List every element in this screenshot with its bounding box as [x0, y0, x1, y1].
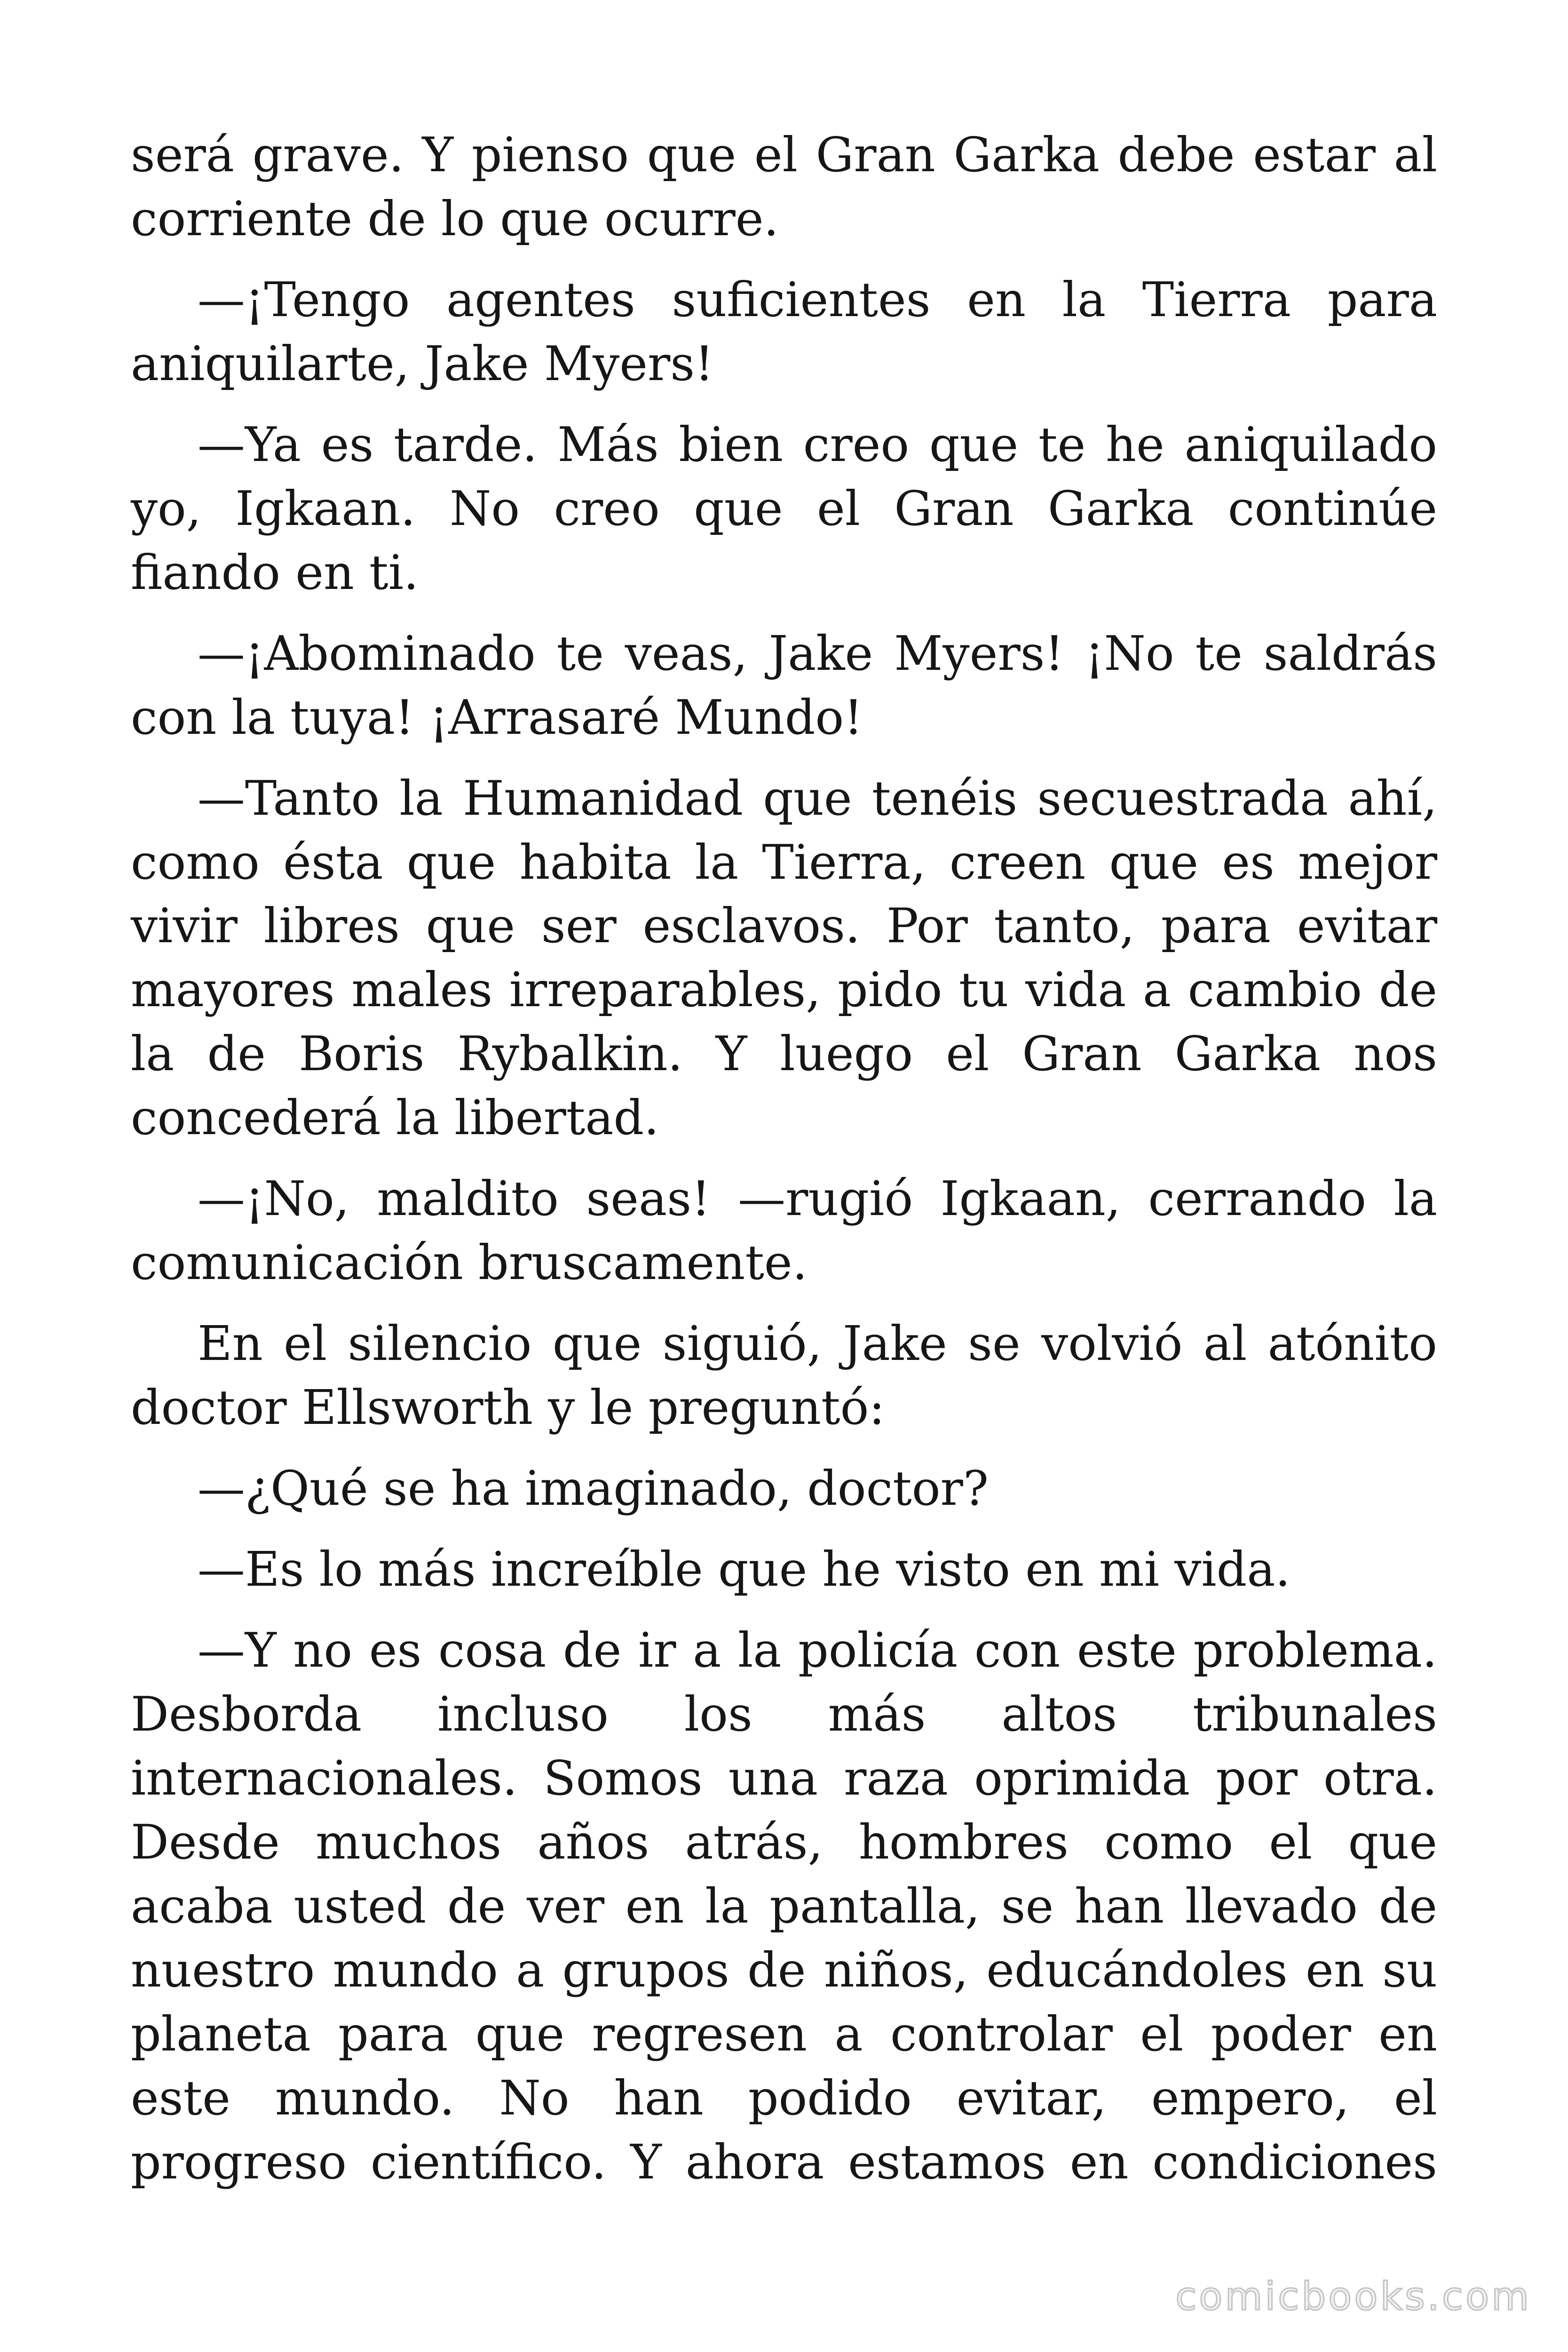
- paragraph-continued: será grave. Y pienso que el Gran Garka debe estar al corriente de lo que ocurre.: [131, 127, 1437, 246]
- paragraph: En el silencio que siguió, Jake se volvió al atónito doctor Ellsworth y le preguntó:: [131, 1316, 1437, 1436]
- paragraph: —¿Qué se ha imaginado, doctor?: [198, 1461, 989, 1517]
- paragraph-last: —Y no es cosa de ir a la policía con este problema. Desborda incluso los más altos tribunales internacionales. Somos una raza oprimida por otra. Desde muchos años atrás, hombres como el que acaba usted de ver en la pantalla, se han llevado de nuestro mundo a grupos de niños, educándoles en su planeta para que regresen a controlar el poder en este mundo. No han podido evitar, empero, el progreso científico. Y ahora estamos en condiciones: [131, 1622, 1437, 2190]
- watermark-text: comicbooks.com: [1175, 2274, 1531, 2319]
- paragraph: —¡Abominado te veas, Jake Myers! ¡No te saldrás con la tuya! ¡Arrasaré Mundo!: [131, 625, 1437, 745]
- paragraph: —Es lo más increíble que he visto en mi vida.: [198, 1542, 1291, 1597]
- paragraph: —Tanto la Humanidad que tenéis secuestrada ahí, como ésta que habita la Tierra, creen que es mejor vivir libres que ser esclavos. Por tanto, para evitar mayores males irreparables, pido tu vida a cambio de la de Boris Rybalkin. Y luego el Gran Garka nos concederá la libertad.: [131, 770, 1437, 1146]
- paragraph: —¡Tengo agentes suficientes en la Tierra para aniquilarte, Jake Myers!: [131, 271, 1437, 391]
- paragraph: —¡No, maldito seas! —rugió Igkaan, cerrando la comunicación bruscamente.: [131, 1171, 1437, 1291]
- book-page-text: [131, 123, 1437, 2194]
- paragraph: —Ya es tarde. Más bien creo que te he aniquilado yo, Igkaan. No creo que el Gran Garka continúe fiando en ti.: [131, 416, 1437, 600]
